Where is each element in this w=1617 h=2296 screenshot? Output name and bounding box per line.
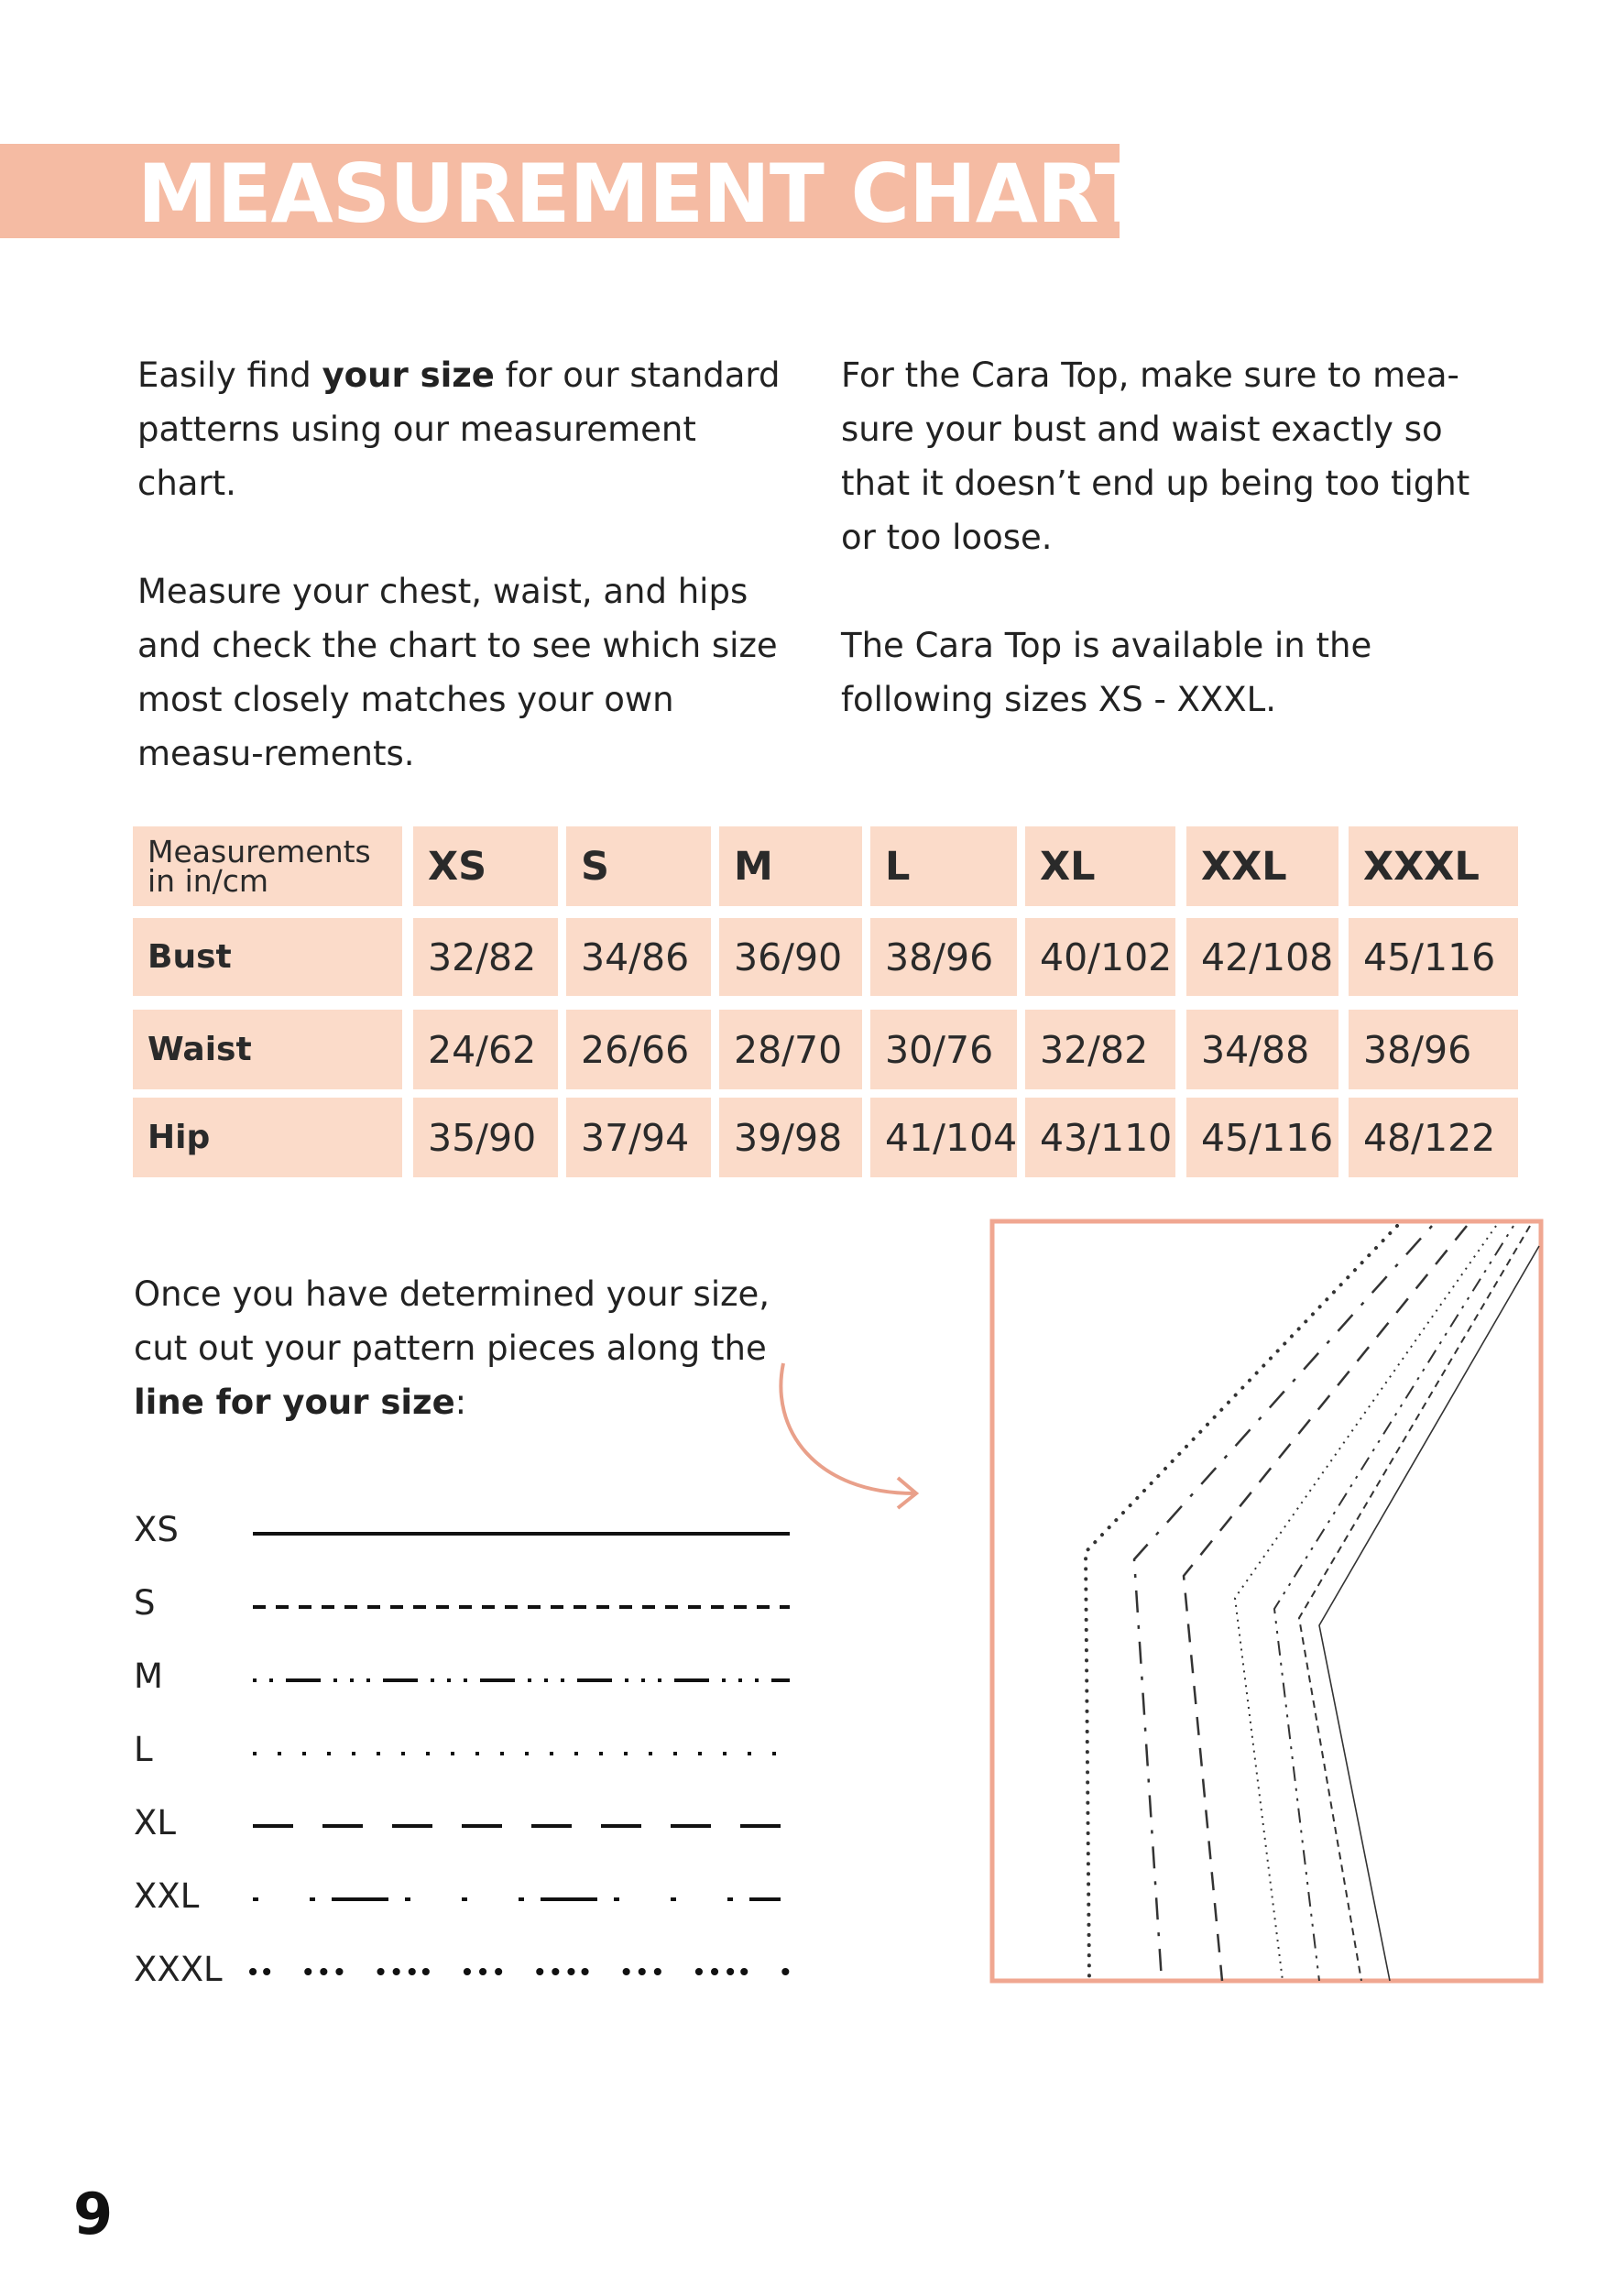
- legend-label-xxl: XXL: [134, 1876, 200, 1916]
- intro-right-p1: For the Cara Top, make sure to mea-sure your bust and waist exactly so that it doesn’t end up being too tight or too loose.: [841, 355, 1470, 557]
- intro-left-bold: your size: [322, 355, 495, 395]
- table-cell: 32/82: [1025, 1010, 1175, 1089]
- table-cell: 32/82: [413, 918, 558, 996]
- table-cell: 39/98: [719, 1098, 862, 1177]
- table-cell: 40/102: [1025, 918, 1175, 996]
- curved-arrow-icon: [770, 1356, 934, 1512]
- pattern-line-xs: [1319, 1246, 1539, 1981]
- table-column-header: L: [870, 826, 1017, 906]
- intro-left-p1: Easily find your size for our standard patterns using our measurement chart.: [137, 355, 781, 503]
- pattern-line-xxl: [1134, 1226, 1432, 1981]
- table-cell: 38/96: [1349, 1010, 1518, 1089]
- table-column-header: XXL: [1186, 826, 1338, 906]
- pattern-line-xxxl: [1086, 1226, 1397, 1981]
- table-cell: 35/90: [413, 1098, 558, 1177]
- table-row-header: Hip: [133, 1098, 402, 1177]
- page-number: 9: [73, 2181, 114, 2247]
- table-cell: 37/94: [566, 1098, 711, 1177]
- pattern-line-xl: [1184, 1226, 1467, 1981]
- pattern-line-s: [1299, 1226, 1530, 1981]
- table-cell: 36/90: [719, 918, 862, 996]
- table-cell: 30/76: [870, 1010, 1017, 1089]
- legend-label-xxxl: XXXL: [134, 1950, 223, 1989]
- page-title: MEASUREMENT CHART: [137, 147, 1149, 241]
- table-column-header: S: [566, 826, 711, 906]
- intro-left-p2: Measure your chest, waist, and hips and check the chart to see which size most closely matches your own measu-rements.: [137, 572, 778, 773]
- legend-label-xs: XS: [134, 1510, 179, 1549]
- legend-label-l: L: [134, 1730, 153, 1769]
- table-cell: 34/86: [566, 918, 711, 996]
- table-column-header: XXXL: [1349, 826, 1518, 906]
- table-cell: 41/104: [870, 1098, 1017, 1177]
- table-cell: 26/66: [566, 1010, 711, 1089]
- table-cell: 34/88: [1186, 1010, 1338, 1089]
- table-cell: 28/70: [719, 1010, 862, 1089]
- cutting-bold: line for your size: [134, 1383, 455, 1422]
- pattern-line-m: [1274, 1226, 1513, 1981]
- table-cell: 24/62: [413, 1010, 558, 1089]
- table-row-header: Waist: [133, 1010, 402, 1089]
- table-cell: 43/110: [1025, 1098, 1175, 1177]
- legend-label-xl: XL: [134, 1803, 176, 1842]
- pattern-lines-diagram: [989, 1219, 1546, 1988]
- intro-right-p2: The Cara Top is available in the following sizes XS - XXXL.: [841, 626, 1372, 719]
- legend-label-m: M: [134, 1656, 163, 1696]
- table-row-header: Bust: [133, 918, 402, 996]
- table-cell: 45/116: [1186, 1098, 1338, 1177]
- table-cell: 48/122: [1349, 1098, 1518, 1177]
- table-cell: 38/96: [870, 918, 1017, 996]
- table-cell: 45/116: [1349, 918, 1518, 996]
- table-corner-label: Measurements in in/cm: [133, 826, 402, 906]
- pattern-line-l: [1235, 1226, 1496, 1981]
- table-column-header: XL: [1025, 826, 1175, 906]
- table-column-header: M: [719, 826, 862, 906]
- legend-label-s: S: [134, 1583, 156, 1623]
- cutting-instruction: Once you have determined your size, cut out your pattern pieces along the line for your size:: [134, 1274, 770, 1422]
- table-column-header: XS: [413, 826, 558, 906]
- table-cell: 42/108: [1186, 918, 1338, 996]
